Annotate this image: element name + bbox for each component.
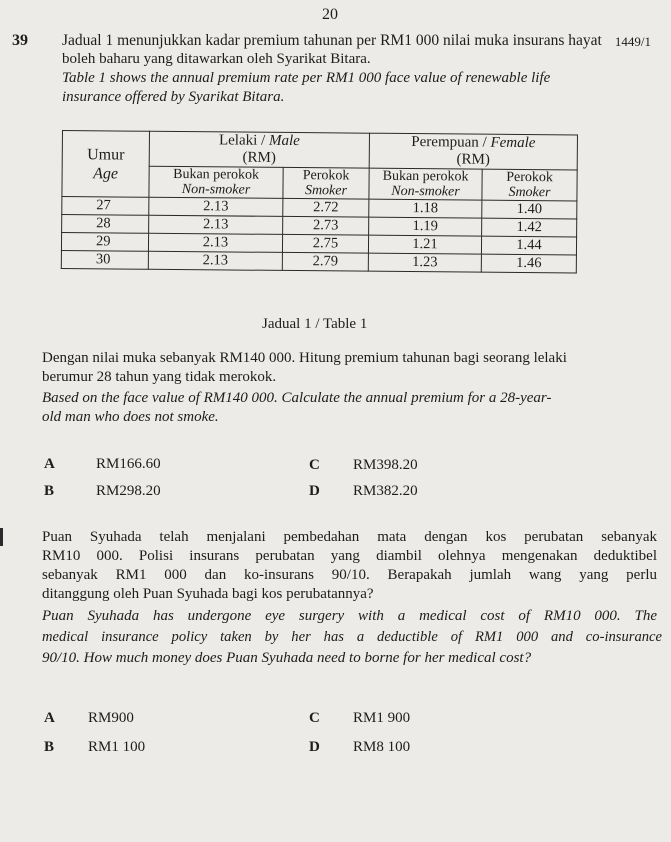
question-39-number: 39: [12, 32, 28, 49]
table-row: 30 2.13 2.79 1.23 1.46: [61, 250, 576, 272]
q40-option-c[interactable]: C RM1 900: [309, 710, 411, 726]
male-nonsmoker-header: Bukan perokok Non-smoker: [149, 166, 283, 198]
male-unit: (RM): [242, 149, 277, 166]
table-row: 28 2.13 2.73 1.19 1.42: [62, 215, 577, 237]
age-header: [62, 131, 150, 198]
table-row: 27 2.13 2.72 1.18 1.40: [62, 197, 577, 219]
table-row: 29 2.13 2.75 1.21 1.44: [61, 233, 576, 255]
q39-option-a[interactable]: A RM166.60: [44, 456, 161, 472]
q39-intro-malay-line2: boleh baharu yang ditawarkan oleh Syarikat Bitara.: [62, 51, 371, 67]
male-smoker-header: Perokok Smoker: [283, 167, 369, 199]
q39-intro-english-line1: Table 1 shows the annual premium rate per RM1 000 face value of renewable life: [62, 70, 551, 86]
male-header: [149, 131, 369, 168]
female-nonsmoker-header: Bukan perokok Non-smoker: [369, 168, 482, 200]
q39-intro-malay-line1: Jadual 1 menunjukkan kadar premium tahunan per RM1 000 nilai muka insurans hayat: [62, 32, 602, 49]
q40-option-b[interactable]: B RM1 100: [44, 739, 146, 755]
age-header-malay: Umur: [87, 145, 125, 164]
female-unit: (RM): [456, 151, 490, 168]
table-caption: Jadual 1 / Table 1: [262, 316, 368, 332]
q40-option-d[interactable]: D RM8 100: [309, 739, 411, 755]
q40-english-line3: 90/10. How much money does Puan Syuhada need to borne for her medical cost?: [42, 650, 532, 666]
q39-intro-english-line2: insurance offered by Syarikat Bitara.: [62, 89, 285, 105]
q39-prompt-english-line2: old man who does not smoke.: [42, 409, 219, 425]
q39-option-c[interactable]: C RM398.20: [309, 457, 418, 473]
q39-prompt-malay-line2: berumur 28 tahun yang tidak merokok.: [42, 369, 277, 385]
female-smoker-header: Perokok Smoker: [482, 169, 577, 201]
premium-rate-table: [61, 130, 578, 273]
q39-prompt-malay-line1: Dengan nilai muka sebanyak RM140 000. Hitung premium tahunan bagi seorang lelaki: [42, 350, 567, 366]
male-header-english: Male: [268, 132, 300, 150]
q39-option-b[interactable]: B RM298.20: [44, 483, 161, 499]
q40-option-a[interactable]: A RM900: [44, 710, 134, 726]
q40-malay-line1: Puan Syuhada telah menjalani pembedahan mata dengan kos perubatan sebanyak: [42, 529, 657, 545]
page-number: 20: [322, 6, 338, 23]
q40-english-line2: medical insurance policy taken by her has a deductible of RM1 000 and co-insurance: [42, 629, 662, 645]
q39-option-d[interactable]: D RM382.20: [309, 483, 418, 499]
q40-malay-line3: sebanyak RM1 000 dan ko-insurans 90/10. Berapakah jumlah wang yang perlu: [42, 567, 657, 583]
female-header: [369, 133, 577, 170]
male-header-malay: Lelaki /: [218, 132, 266, 149]
female-header-english: Female: [490, 134, 536, 152]
female-header-malay: Perempuan /: [411, 134, 487, 151]
paper-code: 1449/1: [614, 34, 651, 49]
q40-malay-line2: RM10 000. Polisi insurans perubatan yang diambil olehnya mengenakan deduktibel: [42, 548, 657, 564]
q40-malay-line4: ditanggung oleh Puan Syuhada bagi kos perubatannya?: [42, 586, 374, 602]
question-40-marker: [0, 528, 3, 546]
age-header-english: Age: [93, 164, 119, 182]
q40-english-line1: Puan Syuhada has undergone eye surgery with a medical cost of RM10 000. The: [42, 608, 657, 624]
q39-prompt-english-line1: Based on the face value of RM140 000. Calculate the annual premium for a 28-year-: [42, 390, 552, 406]
